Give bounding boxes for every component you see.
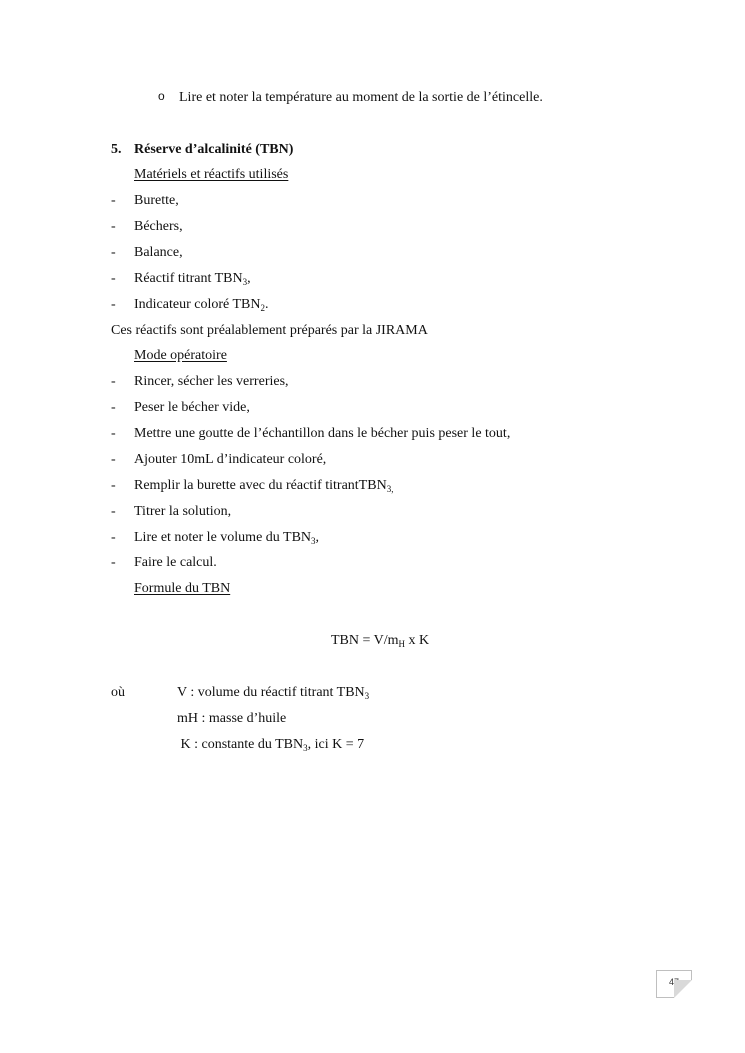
dash-marker: -	[111, 426, 116, 441]
list-item-text: Lire et noter le volume du $TBN_3$,	[134, 530, 320, 546]
list-item-text: Ajouter 10mL d’indicateur coloré,	[134, 452, 327, 467]
dash-marker: -	[111, 245, 116, 260]
list-item-text: Remplir la burette avec du réactif titrantTBN$_{3,}$	[134, 478, 394, 494]
list-item-text: Balance,	[134, 245, 183, 260]
dash-marker: -	[111, 271, 116, 286]
procedure-heading: Mode opératoire	[134, 348, 227, 363]
page-number-box	[656, 970, 692, 998]
dash-marker: -	[111, 297, 116, 312]
dash-marker: -	[111, 400, 116, 415]
list-item-text: Titrer la solution,	[134, 504, 232, 519]
definitions-prefix: où	[111, 685, 125, 700]
materials-heading: Matériels et réactifs utilisés	[134, 167, 289, 182]
dash-marker: -	[111, 504, 116, 519]
page-number: 47	[668, 977, 679, 987]
definition-k: K : constante du $TBN_3$, ici K = 7	[177, 737, 365, 753]
list-item-text: Mettre une goutte de l’échantillon dans le bécher puis peser le tout,	[134, 426, 511, 441]
list-item-text: Béchers,	[134, 219, 183, 234]
definition-v: V : volume du réactif titrant $TBN_3$	[177, 685, 370, 701]
tbn-formula: TBN = $V/m_H$ x K	[331, 633, 430, 649]
intro-bullet-text: Lire et noter la température au moment de la sortie de l’étincelle.	[179, 90, 543, 105]
definition-mh: mH : masse d’huile	[177, 711, 287, 726]
section-number: 5.	[111, 142, 122, 157]
dash-marker: -	[111, 193, 116, 208]
list-item-text: Rincer, sécher les verreries,	[134, 374, 289, 389]
dash-marker: -	[111, 452, 116, 467]
dash-marker: -	[111, 555, 116, 570]
list-item-text: Réactif titrant $TBN_3$,	[134, 271, 251, 287]
dash-marker: -	[111, 219, 116, 234]
reagents-note: Ces réactifs sont préalablement préparés par la JIRAMA	[111, 323, 428, 338]
section-title: Réserve d’alcalinité (TBN)	[134, 142, 294, 157]
dash-marker: -	[111, 374, 116, 389]
list-item-text: Indicateur coloré $TBN_2$.	[134, 297, 269, 313]
page-curl-icon	[674, 980, 692, 998]
sub-bullet-marker: o	[158, 89, 165, 103]
dash-marker: -	[111, 530, 116, 545]
list-item-text: Peser le bécher vide,	[134, 400, 250, 415]
list-item-text: Burette,	[134, 193, 179, 208]
list-item-text: Faire le calcul.	[134, 555, 217, 570]
formula-heading: Formule du TBN	[134, 581, 231, 596]
dash-marker: -	[111, 478, 116, 493]
